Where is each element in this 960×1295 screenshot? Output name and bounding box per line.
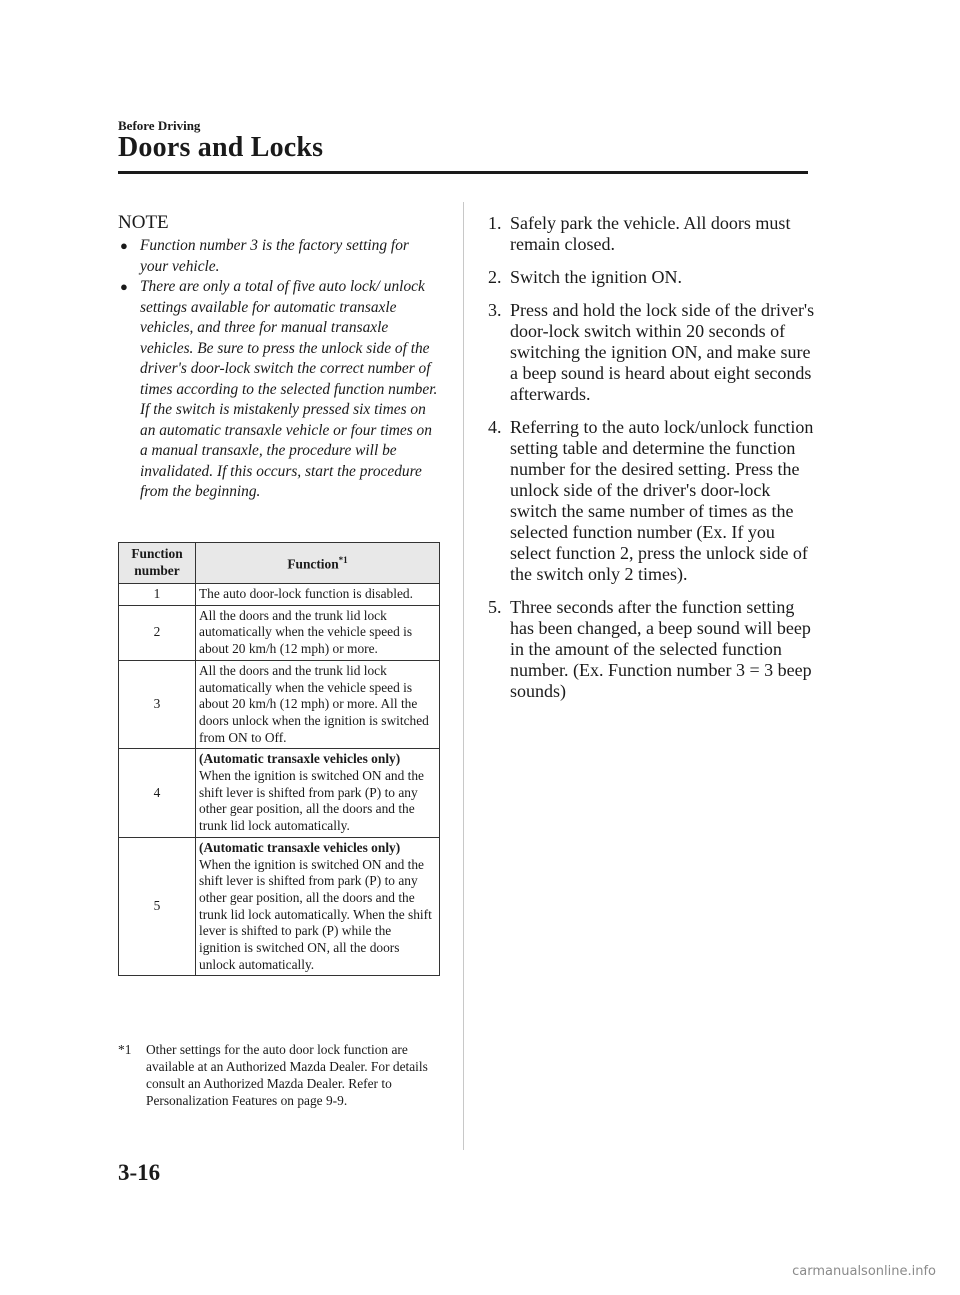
table-row — [119, 660, 440, 749]
function-description-cell: (Automatic transaxle vehicles only) When the ignition is switched ON and the shift lever is shifted from park (P) to any other gear position, all the doors and the trunk lid lock automatically. — [196, 749, 440, 838]
step-text: Switch the ignition ON. — [510, 267, 682, 287]
footnote — [118, 1041, 448, 1109]
note-item — [118, 277, 440, 503]
function-number-cell: 3 — [119, 660, 196, 749]
title-rule — [118, 171, 808, 174]
function-number-cell: 2 — [119, 605, 196, 660]
note-heading: NOTE — [118, 212, 169, 233]
note-item-text: Function number 3 is the factory setting for your vehicle. — [140, 237, 409, 275]
step-number: 3. — [488, 300, 502, 320]
table-row — [119, 584, 440, 606]
header-function: Function$^{*1}$ — [196, 543, 440, 584]
step-item — [488, 300, 818, 405]
step-item — [488, 267, 818, 288]
procedure-steps — [488, 213, 818, 714]
watermark-link[interactable]: carmanualsonline.info — [792, 1264, 936, 1279]
note-list — [118, 236, 440, 503]
function-number-cell: 5 — [119, 837, 196, 976]
applicability-note: (Automatic transaxle vehicles only) — [199, 751, 401, 767]
step-text: Three seconds after the function setting has been changed, a beep sound will beep in the amount of the selected function number. (Ex. Function number 3 = 3 beep sounds) — [510, 597, 812, 701]
function-table — [118, 542, 440, 976]
footnote-mark: *1 — [118, 1042, 132, 1057]
section-label: Before Driving — [118, 118, 201, 133]
function-description-cell: (Automatic transaxle vehicles only) When the ignition is switched ON and the shift lever is shifted from park (P) to any other gear position, all the doors and the trunk lid lock automatically. When the shift lever is shifted to park (P) while the ignition is switched ON, all the doors unlock automatically. — [196, 837, 440, 976]
function-description-cell: The auto door-lock function is disabled. — [196, 584, 440, 606]
step-number: 2. — [488, 267, 502, 287]
step-item — [488, 213, 818, 255]
column-divider — [463, 202, 464, 1150]
function-description-cell: All the doors and the trunk lid lock automatically when the vehicle speed is about 20 km/h (12 mph) or more. All the doors unlock when the ignition is switched from ON to Off. — [196, 660, 440, 749]
note-item-text: There are only a total of five auto lock/ unlock settings available for automatic transaxle vehicles, and three for manual transaxle vehicles. Be sure to press the unlock side of the driver's door-lock switch the correct number of times according to the selected function number. If the switch is mistakenly pressed six times on an automatic transaxle vehicle or four times on a manual transaxle, the procedure will be invalidated. If this occurs, start the procedure from the beginning. — [140, 278, 438, 500]
table-row — [119, 605, 440, 660]
step-text: Referring to the auto lock/unlock function setting table and determine the function number for the desired setting. Press the unlock side of the driver's door-lock switch the same number of times as the selected function number (Ex. If you select function 2, press the unlock side of the switch only 2 times). — [510, 417, 814, 584]
step-text: Safely park the vehicle. All doors must remain closed. — [510, 213, 791, 254]
step-number: 4. — [488, 417, 502, 437]
bullet-icon: ● — [120, 279, 128, 294]
step-text: Press and hold the lock side of the driver's door-lock switch within 20 seconds of switching the ignition ON, and make sure a beep sound is heard about eight seconds afterwards. — [510, 300, 815, 404]
table-header-row — [119, 543, 440, 584]
function-number-cell: 1 — [119, 584, 196, 606]
step-number: 5. — [488, 597, 502, 617]
bullet-icon: ● — [120, 238, 128, 253]
step-item — [488, 417, 818, 585]
table-row — [119, 837, 440, 976]
applicability-note: (Automatic transaxle vehicles only) — [199, 839, 401, 855]
note-item — [118, 236, 440, 277]
footnote-ref: *1 — [338, 555, 348, 566]
function-number-cell: 4 — [119, 749, 196, 838]
function-description-cell: All the doors and the trunk lid lock automatically when the vehicle speed is about 20 km/h (12 mph) or more. — [196, 605, 440, 660]
step-number: 1. — [488, 213, 502, 233]
page-title: Doors and Locks — [118, 132, 324, 163]
page-number: 3-16 — [118, 1160, 161, 1185]
table-row — [119, 749, 440, 838]
step-item — [488, 597, 818, 702]
header-function-number: Function number — [119, 543, 196, 584]
footnote-text: Other settings for the auto door lock function are available at an Authorized Mazda Dealer. For details consult an Authorized Mazda Dealer. Refer to Personalization Features on page 9-9. — [146, 1042, 428, 1108]
